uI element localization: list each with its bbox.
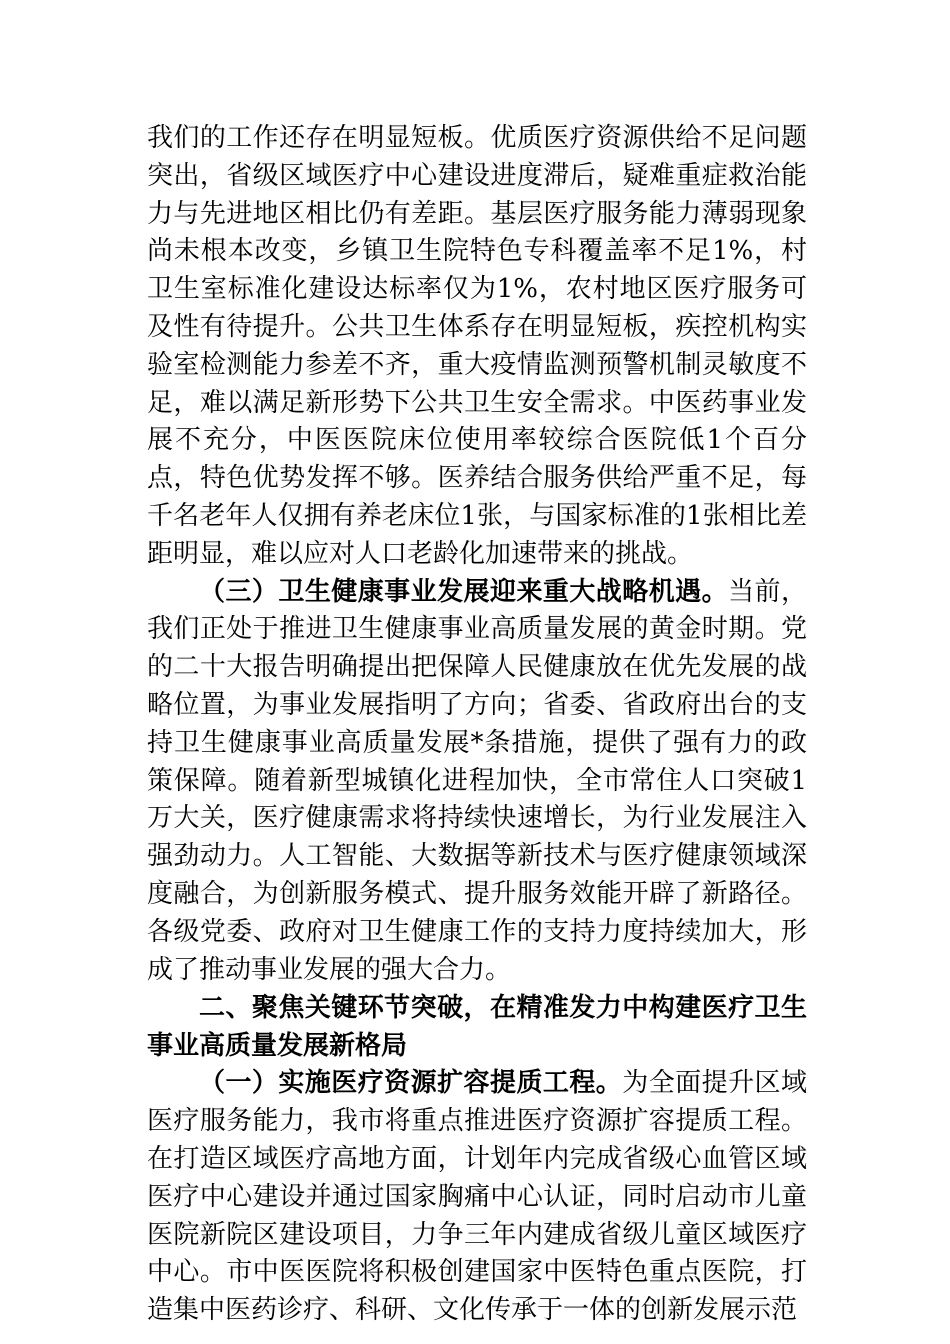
paragraph-lead: （一）实施医疗资源扩容提质工程。	[199, 1068, 623, 1099]
paragraph-text: 为全面提升区域医疗服务能力，我市将重点推进医疗资源扩容提质工程。在打造区域医疗高地方面，计划年内完成省级心血管区域医疗中心建设并通过国家胸痛中心认证，同时启动市儿童医院新院区建设项目，力争三年内建成省级儿童区域医疗中心。市中医医院将积极创建国家中医特色重点医院，打造集中医药诊疗、科研、文化传承于一体的创新发展示范	[147, 1068, 807, 1326]
section-heading: 二、聚焦关键环节突破，在精准发力中构建医疗卫生事业高质量发展新格局	[147, 993, 807, 1062]
paragraph-resource-expansion	[147, 1065, 807, 1330]
document-body	[147, 120, 807, 1330]
paragraph-shortcomings: 我们的工作还存在明显短板。优质医疗资源供给不足问题突出，省级区域医疗中心建设进度滞后，疑难重症救治能力与先进地区相比仍有差距。基层医疗服务能力薄弱现象尚未根本改变，乡镇卫生院特色专科覆盖率不足1%，村卫生室标准化建设达标率仅为1%，农村地区医疗服务可及性有待提升。公共卫生体系存在明显短板，疾控机构实验室检测能力参差不齐，重大疫情监测预警机制灵敏度不足，难以满足新形势下公共卫生安全需求。中医药事业发展不充分，中医医院床位使用率较综合医院低1个百分点，特色优势发挥不够。医养结合服务供给严重不足，每千名老年人仅拥有养老床位1张，与国家标准的1张相比差距明显，难以应对人口老龄化加速带来的挑战。	[147, 123, 807, 569]
paragraph-opportunities	[147, 574, 807, 990]
paragraph-lead: （三）卫生健康事业发展迎来重大战略机遇。	[199, 576, 729, 607]
paragraph-text: 当前，我们正处于推进卫生健康事业高质量发展的黄金时期。党的二十大报告明确提出把保障人民健康放在优先发展的战略位置，为事业发展指明了方向；省委、省政府出台的支持卫生健康事业高质量发展*条措施，提供了强有力的政策保障。随着新型城镇化进程加快，全市常住人口突破1万大关，医疗健康需求将持续快速增长，为行业发展注入强劲动力。人工智能、大数据等新技术与医疗健康领域深度融合，为创新服务模式、提升服务效能开辟了新路径。各级党委、政府对卫生健康工作的支持力度持续加大，形成了推动事业发展的强大合力。	[147, 576, 807, 985]
